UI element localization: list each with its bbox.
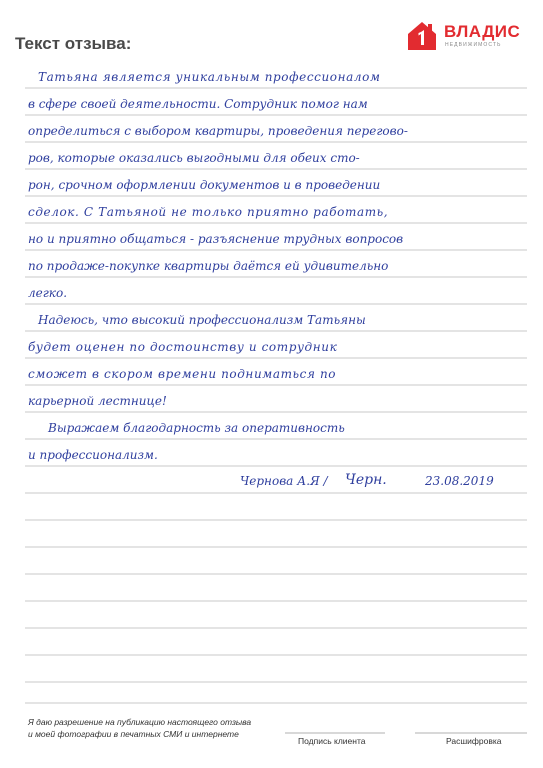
logo-brand-text: ВЛАДИС: [444, 22, 521, 41]
logo-sub-text: НЕДВИЖИМОСТЬ: [445, 42, 502, 48]
review-line: карьерной лестнице!: [28, 394, 167, 408]
review-line: в сфере своей деятельности. Сотрудник помог нам: [28, 97, 368, 111]
decoding-caption: Расшифровка: [446, 736, 502, 746]
client-signature-caption: Подпись клиента: [298, 736, 366, 746]
review-line: будет оценен по достоинству и сотрудник: [28, 340, 338, 354]
review-line: ров, которые оказались выгодными для обеих сто-: [28, 151, 360, 165]
review-line: Выражаем благодарность за оперативность: [48, 421, 345, 435]
publication-consent: [28, 716, 278, 740]
review-date: 23.08.2019: [425, 474, 494, 488]
review-line: определиться с выбором квартиры, проведения перегово-: [28, 124, 408, 138]
review-line: по продаже-покупке квартиры даётся ей удивительно: [28, 259, 389, 273]
review-line: Надеюсь, что высокий профессионализм Татьяны: [38, 313, 366, 327]
review-line: сможет в скором времени подниматься по: [28, 367, 337, 381]
review-line: но и приятно общаться - разъяснение трудных вопросов: [28, 232, 404, 246]
review-line: рон, срочном оформлении документов и в проведении: [28, 178, 381, 192]
consent-line-2: и моей фотографии в печатных СМИ и интернете: [28, 729, 239, 739]
review-line: Татьяна является уникальным профессионалом: [38, 70, 381, 84]
form-title: Текст отзыва:: [15, 34, 132, 53]
review-line: легко.: [28, 286, 68, 300]
review-line: сделок. С Татьяной не только приятно работать,: [28, 205, 389, 219]
signature: Черн.: [345, 472, 387, 488]
consent-line-1: Я даю разрешение на публикацию настоящего отзыва: [28, 717, 252, 727]
review-line: и профессионализм.: [28, 448, 158, 462]
signature-name: Чернова А.Я /: [240, 474, 328, 488]
